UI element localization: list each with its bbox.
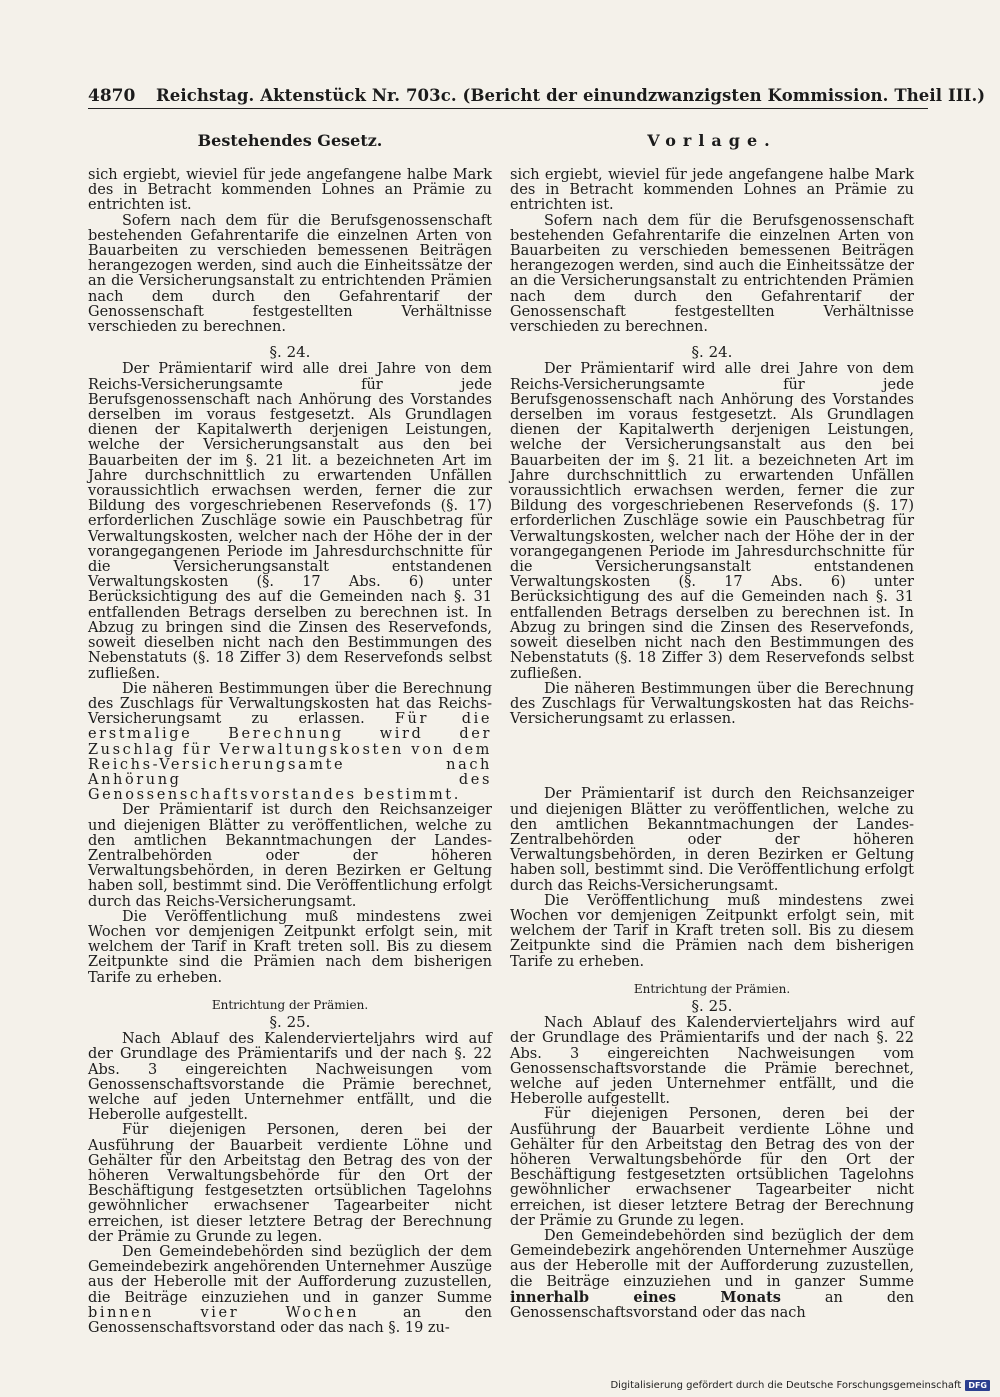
paragraph: Für diejenigen Personen, deren bei der Ausführung der Bauarbeit verdiente Löhne und Gehälter für den Arbeitstag den Betrag des von der höheren Verwaltungsbehörde für den Ort der Beschäftigung festgesetzten ortsüblichen Tagelohns gewöhnlicher erwachsener Tagearbeiter nicht erreichen, ist dieser letztere Betrag der Berechnung der Prämie zu Grunde zu legen. (88, 1122, 492, 1245)
text-run: Den Gemeindebehörden sind bezüglich der dem Gemeindebezirk angehörenden Unternehmer Auszüge aus der Heberolle mit der Aufforderung zuzustellen, die Beiträge einzuziehen und in ganzer Summe (510, 1228, 914, 1290)
running-header (88, 86, 986, 109)
paragraph: Nach Ablauf des Kalendervierteljahrs wird auf der Grundlage des Prämientarifs und der nach §. 22 Abs. 3 eingereichten Nachweisungen vom Genossenschaftsvorstande die Prämie berechnet, welche auf jeden Unternehmer entfällt, und die Heberolle aufgestellt. (88, 1031, 492, 1124)
paragraph: Die Veröffentlichung muß mindestens zwei Wochen vor demjenigen Zeitpunkt erfolgt sein, mit welchem der Tarif in Kraft treten soll. Bis zu diesem Zeitpunkte sind die Prämien nach dem bisherigen Tarife zu erheben. (510, 892, 914, 970)
paragraph-collection (88, 1245, 492, 1336)
column-heading-proposal: Vorlage. (647, 131, 777, 150)
paragraph: Der Prämientarif ist durch den Reichsanzeiger und diejenigen Blätter zu veröffentlichen, welche zu den amtlichen Bekanntmachungen der Landes-Zentralbehörden oder der höheren Verwaltungsbehörden, in deren Bezirken er Geltung haben soll, bestimmt sind. Die Veröffentlichung erfolgt durch das Reichs-Versicherungsamt. (510, 786, 914, 894)
paragraph: Die Veröffentlichung muß mindestens zwei Wochen vor demjenigen Zeitpunkt erfolgt sein, mit welchem der Tarif in Kraft treten soll. Bis zu diesem Zeitpunkte sind die Prämien nach dem bisherigen Tarife zu erheben. (88, 908, 492, 986)
credit-text: Digitalisierung gefördert durch die Deutsche Forschungsgemeinschaft (610, 1380, 962, 1391)
text-run: an den Genossenschaftsvorstand oder das nach §. 19 zu- (88, 1304, 492, 1337)
spaced-emphasis: Für die erstmalige Berechnung wird der Zuschlag für Verwaltungskosten von dem Reichs-Versicherungsamte nach Anhörung des Genossenschaftsvorstandes bestimmt. (88, 711, 493, 804)
paragraph: Der Prämientarif ist durch den Reichsanzeiger und diejenigen Blätter zu veröffentlichen, welche zu den amtlichen Bekanntmachungen der Landes-Zentralbehörden oder der höheren Verwaltungsbehörden, in deren Bezirken er Geltung haben soll, bestimmt sind. Die Veröffentlichung erfolgt durch das Reichs-Versicherungsamt. (88, 802, 492, 910)
paragraph: Der Prämientarif wird alle drei Jahre von dem Reichs-Versicherungsamte für jede Berufsgenossenschaft nach Anhörung des Vorstandes derselben im voraus festgesetzt. Als Grundlagen dienen der Kapitalwerth derjenigen Leistungen, welche der Versicherungsanstalt aus den bei Bauarbeiten der im §. 21 lit. a bezeichneten Art im Jahre durchschnittlich zu erwartenden Unfällen voraussichtlich erwachsen werden, ferner die zur Bildung des vorgeschriebenen Reservefonds (§. 17) erforderlichen Zuschläge sowie ein Pauschbetrag für Verwaltungskosten, welcher nach der Höhe der in der vorangegangenen Periode im Jahresdurchschnitte für die Versicherungsanstalt entstandenen Verwaltungskosten (§. 17 Abs. 6) unter Berücksichtigung des auf die Gemeinden nach §. 31 entfallenden Betrags derselben zu berechnen ist. In Abzug zu bringen sind die Zinsen des Reservefonds, soweit dieselben nicht nach den Bestimmungen des Nebenstatuts (§. 18 Ziffer 3) dem Reservefonds selbst zufließen. (510, 361, 914, 682)
paragraph-collection (510, 1229, 914, 1321)
paragraph-cost-surcharge (88, 682, 492, 804)
section-heading-25: §. 25. (691, 996, 733, 1015)
continuation-paragraph: sich ergiebt, wieviel für jede angefangene halbe Mark des in Betracht kommenden Lohnes an Prämie zu entrichten ist. (510, 167, 914, 214)
column-existing-law (88, 130, 492, 1336)
bold-emphasis: innerhalb eines Monats (510, 1288, 781, 1306)
paragraph: Die näheren Bestimmungen über die Berechnung des Zuschlags für Verwaltungskosten hat das Reichs-Versicherungsamt zu erlassen. (510, 680, 914, 728)
column-heading-existing-law: Bestehendes Gesetz. (197, 131, 383, 150)
continuation-paragraph: sich ergiebt, wieviel für jede angefangene halbe Mark des in Betracht kommenden Lohnes an Prämie zu entrichten ist. (88, 167, 492, 214)
running-title: Reichstag. Aktenstück Nr. 703c. (Bericht der einundzwanzigsten Kommission. Theil III.) (156, 86, 986, 105)
paragraph: Sofern nach dem für die Berufsgenossenschaft bestehenden Gefahrentarife die einzelnen Arten von Bauarbeiten zu verschieden bemessenen Beiträgen herangezogen werden, sind auch die Einheitssätze der an die Versicherungsanstalt zu entrichtenden Prämien nach dem durch den Gefahrentarif der Genossenschaft festgestellten Verhältnisse verschieden zu berechnen. (88, 212, 492, 336)
subheading-payment: Entrichtung der Prämien. (211, 997, 369, 1012)
text-run: Den Gemeindebehörden sind bezüglich der dem Gemeindebezirk angehörenden Unternehmer Auszüge aus der Heberolle mit der Aufforderung zuzustellen, die Beiträge einzuziehen und in ganzer Summe (88, 1244, 492, 1306)
text-run: an den Genossenschaftsvorstand oder das nach (510, 1289, 915, 1322)
column-proposal (510, 130, 914, 1321)
paragraph: Sofern nach dem für die Berufsgenossenschaft bestehenden Gefahrentarife die einzelnen Arten von Bauarbeiten zu verschieden bemessenen Beiträgen herangezogen werden, sind auch die Einheitssätze der an die Versicherungsanstalt zu entrichtenden Prämien nach dem durch den Gefahrentarif der Genossenschaft festgestellten Verhältnisse verschieden zu berechnen. (510, 212, 914, 336)
section-heading-24: §. 24. (269, 343, 311, 362)
paragraph: Für diejenigen Personen, deren bei der Ausführung der Bauarbeit verdiente Löhne und Gehälter für den Arbeitstag den Betrag des von der höheren Verwaltungsbehörde für den Ort der Beschäftigung festgesetzten ortsüblichen Tagelohns gewöhnlicher erwachsener Tagearbeiter nicht erreichen, ist dieser letztere Betrag der Berechnung der Prämie zu Grunde zu legen. (510, 1106, 914, 1229)
paragraph: Der Prämientarif wird alle drei Jahre von dem Reichs-Versicherungsamte für jede Berufsgenossenschaft nach Anhörung des Vorstandes derselben im voraus festgesetzt. Als Grundlagen dienen der Kapitalwerth derjenigen Leistungen, welche der Versicherungsanstalt aus den bei Bauarbeiten der im §. 21 lit. a bezeichneten Art im Jahre durchschnittlich zu erwartenden Unfällen voraussichtlich erwachsen werden, ferner die zur Bildung des vorgeschriebenen Reservefonds (§. 17) erforderlichen Zuschläge sowie ein Pauschbetrag für Verwaltungskosten, welcher nach der Höhe der in der vorangegangenen Periode im Jahresdurchschnitte für die Versicherungsanstalt entstandenen Verwaltungskosten (§. 17 Abs. 6) unter Berücksichtigung des auf die Gemeinden nach §. 31 entfallenden Betrags derselben zu berechnen ist. In Abzug zu bringen sind die Zinsen des Reservefonds, soweit dieselben nicht nach den Bestimmungen des Nebenstatuts (§. 18 Ziffer 3) dem Reservefonds selbst zufließen. (88, 361, 492, 682)
dfg-logo-icon: DFG (965, 1380, 990, 1391)
page-number: 4870 (88, 86, 136, 106)
section-heading-25: §. 25. (269, 1012, 311, 1031)
spaced-emphasis: binnen vier Wochen (88, 1304, 360, 1321)
digitization-credit (610, 1380, 990, 1391)
blank-space (510, 727, 914, 787)
section-heading-24: §. 24. (691, 343, 733, 362)
paragraph: Nach Ablauf des Kalendervierteljahrs wird auf der Grundlage des Prämientarifs und der nach §. 22 Abs. 3 eingereichten Nachweisungen vom Genossenschaftsvorstande die Prämie berechnet, welche auf jeden Unternehmer entfällt, und die Heberolle aufgestellt. (510, 1015, 914, 1108)
subheading-payment: Entrichtung der Prämien. (633, 981, 791, 996)
text-run: Die näheren Bestimmungen über die Berechnung des Zuschlags für Verwaltungskosten hat das Reichs-Versicherungsamt zu erlassen. (88, 680, 492, 728)
